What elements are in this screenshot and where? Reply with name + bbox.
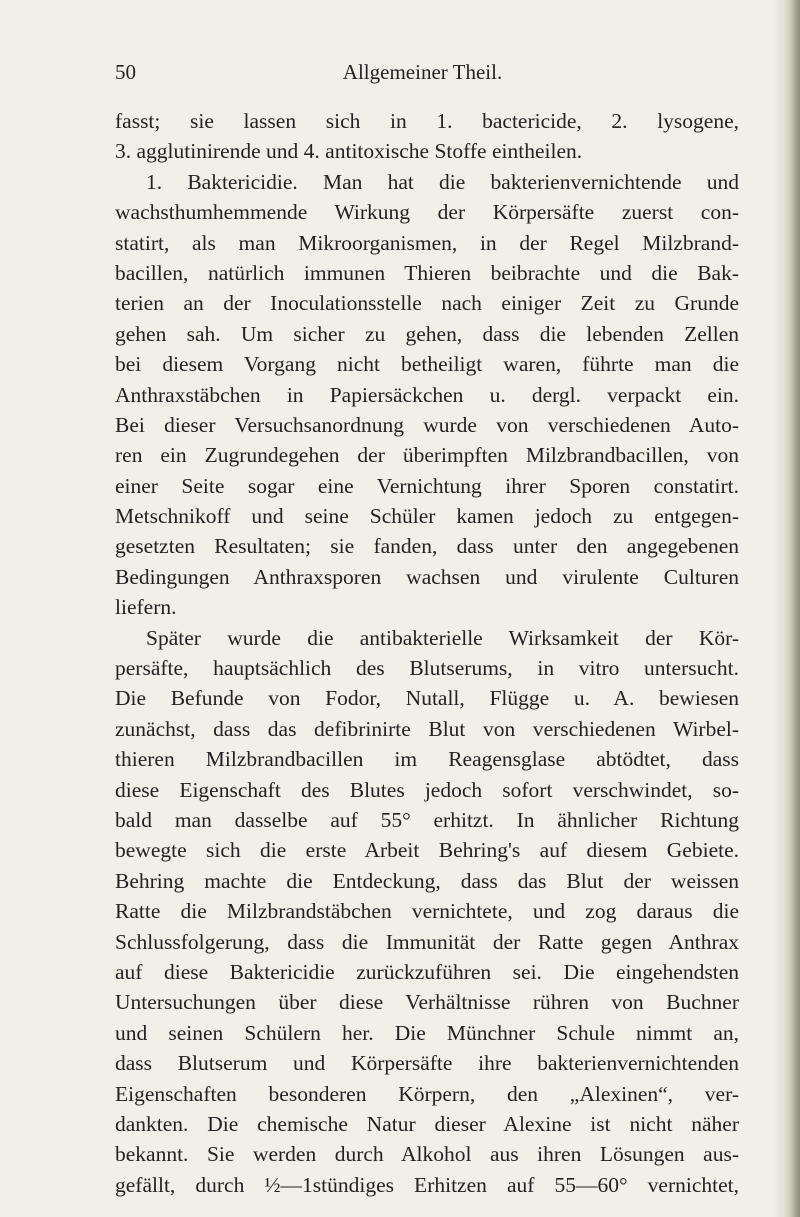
text-line: Bei dieser Versuchsanordnung wurde von verschiedenen Auto- bbox=[115, 412, 739, 437]
running-title: Allgemeiner Theil. bbox=[342, 60, 503, 84]
text-line: dass Blutserum und Körpersäfte ihre bakterienvernichtenden bbox=[115, 1051, 739, 1076]
text-line: Ratte die Milzbrandstäbchen vernichtete, und zog daraus die bbox=[115, 899, 739, 924]
text-line: einer Seite sogar eine Vernichtung ihrer Sporen constatirt. bbox=[115, 473, 739, 498]
text-line: gesetzten Resultaten; sie fanden, dass unter den angegebenen bbox=[115, 534, 739, 559]
text-line: persäfte, hauptsächlich des Blutserums, in vitro untersucht. bbox=[115, 656, 739, 681]
text-line: dankten. Die chemische Natur dieser Alexine ist nicht näher bbox=[115, 1111, 739, 1136]
text-line: Die Befunde von Fodor, Nutall, Flügge u. A. bewiesen bbox=[115, 686, 739, 711]
text-line: Eigenschaften besonderen Körpern, den „Alexinen“, ver- bbox=[115, 1081, 739, 1106]
text-line: bekannt. Sie werden durch Alkohol aus ihren Lösungen aus- bbox=[115, 1142, 739, 1167]
text-line: thieren Milzbrandbacillen im Reagensglase abtödtet, dass bbox=[115, 747, 739, 772]
text-line: bacillen, natürlich immunen Thieren beibrachte und die Bak- bbox=[115, 260, 739, 285]
page-number: 50 bbox=[115, 60, 136, 84]
text-line: fasst; sie lassen sich in 1. bactericide, 2. lysogene, bbox=[115, 109, 739, 133]
text-line: Metschnikoff und seine Schüler kamen jedoch zu entgegen- bbox=[115, 504, 739, 529]
binding-shadow bbox=[772, 0, 782, 1217]
text-line: Schlussfolgerung, dass die Immunität der Ratte gegen Anthrax bbox=[115, 929, 739, 954]
text-line: gehen sah. Um sicher zu gehen, dass die lebenden Zellen bbox=[115, 321, 739, 346]
text-line: gefällt, durch ½—1stündiges Erhitzen auf 55—60° vernichtet, bbox=[115, 1172, 739, 1197]
text-line: ren ein Zugrundegehen der überimpften Milzbrandbacillen, von bbox=[115, 443, 739, 468]
text-line: auf diese Baktericidie zurückzuführen sei. Die eingehendsten bbox=[115, 959, 739, 984]
text-line: statirt, als man Mikroorganismen, in der Regel Milzbrand- bbox=[115, 230, 739, 255]
text-line: 1. Baktericidie. Man hat die bakterienvernichtende und bbox=[146, 169, 739, 194]
text-line: 3. agglutinirende und 4. antitoxische Stoffe eintheilen. bbox=[115, 139, 583, 164]
text-line: Anthraxstäbchen in Papiersäckchen u. dergl. verpackt ein. bbox=[115, 382, 739, 407]
text-line: Später wurde die antibakterielle Wirksamkeit der Kör- bbox=[146, 625, 739, 650]
text-line: diese Eigenschaft des Blutes jedoch sofort verschwindet, so- bbox=[115, 777, 739, 802]
text-line: bald man dasselbe auf 55° erhitzt. In ähnlicher Richtung bbox=[115, 807, 739, 832]
text-line: bewegte sich die erste Arbeit Behring's auf diesem Gebiete. bbox=[115, 838, 739, 863]
text-line: wachsthumhemmende Wirkung der Körpersäfte zuerst con- bbox=[115, 200, 739, 225]
body-text bbox=[115, 106, 739, 1200]
text-line: Untersuchungen über diese Verhältnisse rühren von Buchner bbox=[115, 990, 739, 1015]
text-line: Behring machte die Entdeckung, dass das Blut der weissen bbox=[115, 868, 739, 893]
text-line: Bedingungen Anthraxsporen wachsen und virulente Culturen bbox=[115, 564, 739, 589]
text-line: und seinen Schülern her. Die Münchner Schule nimmt an, bbox=[115, 1020, 739, 1045]
page-header bbox=[115, 60, 730, 90]
text-line: terien an der Inoculationsstelle nach einiger Zeit zu Grunde bbox=[115, 291, 739, 316]
text-line: liefern. bbox=[115, 595, 177, 620]
page-binding-edge bbox=[782, 0, 800, 1217]
text-line: zunächst, dass das defibrinirte Blut von verschiedenen Wirbel- bbox=[115, 716, 739, 741]
text-line: bei diesem Vorgang nicht betheiligt waren, führte man die bbox=[115, 352, 739, 377]
